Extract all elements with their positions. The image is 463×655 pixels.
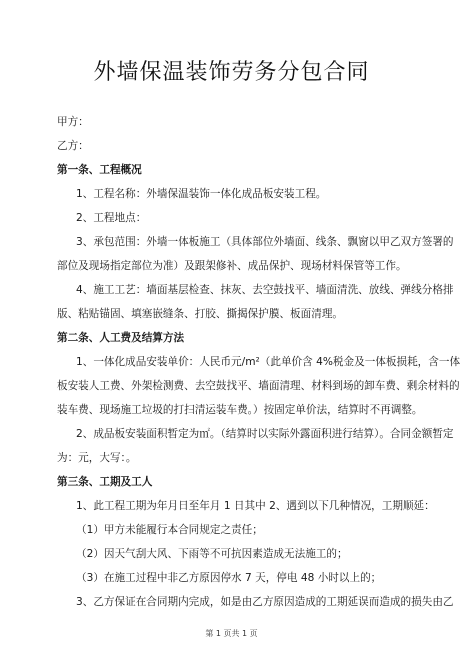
section-1-item-4-line-1: 4、施工工艺：墙面基层检查、抹灰、去空鼓找平、墙面清洗、放线、弹线分格排 (76, 284, 454, 296)
section-1-item-2: 2、工程地点： (76, 212, 147, 224)
section-2-item-2-line-2: 为：元，大写：。 (57, 452, 137, 464)
section-2-heading: 第二条、人工费及结算方法 (57, 332, 185, 344)
section-1-item-4-line-2: 版、粘贴锚固、填塞嵌缝条、打胶、撕揭保护膜、板面清理。 (57, 308, 344, 320)
section-1-item-1: 1、工程名称：外墙保温装饰一体化成品板安装工程。 (76, 188, 327, 200)
section-1-heading: 第一条、工程概况 (57, 164, 142, 176)
section-2-item-1-line-1: 1、一体化成品安装单价：人民币元/m²（此单价含 4%税金及一体板损耗，含一体 (76, 356, 461, 368)
section-2-item-1-line-3: 装车费、现场施工垃圾的打扫清运装车费。）按固定单价法，结算时不再调整。 (57, 404, 423, 416)
section-3-item-3: 3、乙方保证在合同期内完成，如是由乙方原因造成的工期延误而造成的损失由乙 (76, 596, 454, 608)
section-3-sub-item-2: （2）因天气刮大风、下雨等不可抗因素造成无法施工的； (76, 548, 348, 560)
section-3-sub-item-3: （3）在施工过程中非乙方原因停水 7 天，停电 48 小时以上的； (76, 572, 382, 584)
document-title: 外墙保温装饰劳务分包合同 (93, 60, 370, 85)
section-3-heading: 第三条、工期及工人 (57, 476, 153, 488)
section-3-item-1: 1、此工程工期为年月日至年月 1 日其中 2、遇到以下几种情况，工期顺延： (76, 500, 435, 512)
section-1-item-3-line-1: 3、承包范围：外墙一体板施工（具体部位外墙面、线条、飘窗以甲乙双方签署的 (76, 236, 454, 248)
party-b-label: 乙方： (57, 140, 89, 152)
section-2-item-1-line-2: 板安装人工费、外架检测费、去空鼓找平、墙面清理、材料到场的卸车费、剩余材料的 (57, 380, 460, 392)
section-2-item-2-line-1: 2、成品板安装面积暂定为㎡。（结算时以实际外露面积进行结算）。合同金额暂定 (76, 428, 454, 440)
section-1-item-3-line-2: 部位及现场指定部位为准）及跟架修补、成品保护、现场材料保管等工作。 (57, 260, 407, 272)
section-3-sub-item-1: （1）甲方未能履行本合同规定之责任； (76, 524, 263, 536)
party-a-label: 甲方： (57, 116, 89, 128)
page-footer: 第 1 页共 1 页 (205, 629, 258, 638)
